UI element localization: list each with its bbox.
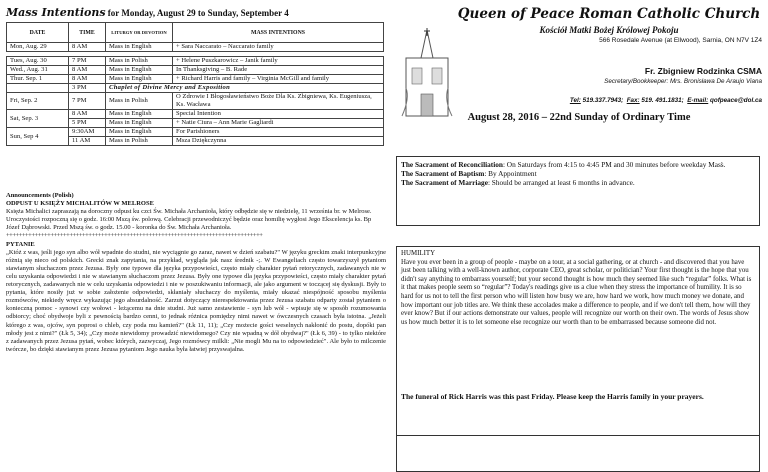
church-logo-icon bbox=[400, 28, 454, 118]
row-intention: Msza Dziękczynna bbox=[173, 137, 384, 146]
table-header-row bbox=[7, 23, 384, 43]
right-column bbox=[396, 6, 762, 401]
row-liturgy: Mass in English bbox=[106, 128, 173, 137]
row-liturgy: Mass in English bbox=[106, 75, 173, 84]
mass-intentions-title: Mass Intentions bbox=[6, 6, 106, 19]
header-intentions: MASS INTENTIONS bbox=[173, 23, 384, 43]
odpust-text: Księża Michalici zapraszają na doroczny odpust ku czci Św. Michała Archanioła, który odbędzie się w niedzielę, 11 września br. w Melrose. Uroczystości rozpoczną się o godz. 16:00 Mszą św. polową. Celebracji przewodniczyć będzie oraz homilię wygłosi Jego Ekscelencja ks. Bp Józef Dąbrowski. Przed Mszą św. o godz. 15.00 - koronka do Św. Michała Archanioła. bbox=[6, 208, 372, 232]
row-intention: For Parishioners bbox=[173, 128, 384, 137]
row-intention: + Natie Ciura – Ann Marie Gagliardi bbox=[173, 119, 384, 128]
row-intention: Chaplet of Divine Mercy and Exposition bbox=[106, 84, 384, 93]
email-address[interactable]: qofpeace@dol.ca bbox=[710, 97, 762, 104]
row-date: Thur. Sep. 1 bbox=[7, 75, 69, 84]
marriage-label: The Sacrament of Marriage bbox=[401, 178, 488, 187]
row-liturgy: Mass in Polish bbox=[106, 137, 173, 146]
row-liturgy: Mass in English bbox=[106, 43, 173, 52]
row-time: 7 PM bbox=[69, 57, 106, 66]
mass-intentions-subtitle: for Monday, August 29 to Sunday, September 4 bbox=[107, 8, 289, 18]
pastor-name: Fr. Zbigniew Rodzinka CSMA bbox=[644, 66, 762, 76]
table-row bbox=[7, 93, 384, 110]
row-date: Mon, Aug. 29 bbox=[7, 43, 69, 52]
church-name: Queen of Peace Roman Catholic Church bbox=[457, 6, 761, 22]
row-time: 9:30AM bbox=[69, 128, 106, 137]
marriage-text: : Should be arranged at least 6 months in advance. bbox=[487, 178, 635, 187]
bulletin-date: August 28, 2016 – 22nd Sunday of Ordinary Time bbox=[467, 112, 691, 123]
row-intention: + Helene Puszkarowicz – Janik family bbox=[173, 57, 384, 66]
mass-intentions-table bbox=[6, 22, 384, 146]
row-time: 11 AM bbox=[69, 137, 106, 146]
odpust-heading: ODPUST U KSIĘŻY MICHALITÓW W MELROSE bbox=[6, 200, 154, 208]
humility-title: HUMILITY bbox=[401, 250, 436, 257]
row-intention: + Sara Naccarato – Naccarato family bbox=[173, 43, 384, 52]
row-intention: In Thanksgiving – B. Rade bbox=[173, 66, 384, 75]
funeral-notice: The funeral of Rick Harris was this past Friday. Please keep the Harris family in your prayers. bbox=[401, 392, 704, 401]
humility-text: Have you ever been in a group of people - maybe on a tour, at a social gathering, or at church - and discovered that you have just been talking with a well-known author, corporate CEO, great scholar, or politician? Your first thought is the hope that you didn't say anything to embarrass yourself; but your second thought is how much they seemed like such “regular” folks. What is it that makes people seem so “regular”? Today's readings give us a clue when they stress the importance of humility. It is so hard for us not to tell the first person who will listen how busy we are, how hard we work, how much money we donate, and how important our job titles are. We think these accolades make a difference to people, and if we don't tell them, how will they ever know? But if our actions demonstrate our values, people will recognize our worth on their own. The words of Jesus show us how much better it is to let someone else recognize our worth than to be embarrassed because someone did not. bbox=[401, 258, 752, 326]
row-time: 3 PM bbox=[69, 84, 106, 93]
table-row bbox=[7, 84, 384, 93]
row-date bbox=[7, 84, 69, 93]
funeral-box bbox=[396, 384, 760, 472]
pytanie-text: „Któż z was, jeśli jego syn albo wół wpadnie do studni, nie wyciągnie go zaraz, nawet w dzień szabatu?" W języku greckim znaki interpunkcyjne różnią się nieco od polskich. Grecki znak zapytania, na przykład, wygląda jak nasz średnik -;. W Ewangeliach często towarzyszył pytaniom stawianym słuchaczom przez Jezusa. Były one typowe dla języka przypowieści, często miały charakter pytań retorycznych, zadawanych nie w celu uzyskania odpowiedzi i nie w stawianym słuchaczom przez Jezusa. Były one typowe dla języka przypowieści, często miały charakter pytań retorycznych, zadawanych nie w celu uzyskania odpowiedzi i nie w poszukiwaniu informacji, ale jako argument w toczącej się dyskusji. Były to pytania, które nosiły już w sobie założenie odpowiedzi, skłaniały słuchaczy do myślenia, miały ukazać niespójność sposobu myślenia rozmówców, niekiedy wręcz wykazując jego absurdalność. Zarzut dotyczący nierespektowania przez Jezusa szabatu odparty został pytaniem o konieczną pomoc - synowi czy wołowi - leżącemu na dnie studni. Już samo zestawienie - syn lub wół - wpisuje się w sposób rozumowania odbiorcy; choć obydwoje byli z pewnością bardzo cenni, to jednak różnica pomiędzy nimi nawet w ówczesnych czasach była istotna. „Jeżeli którego z was, ojców, syn poprosi o chleb, czy poda mu kamień?" (Łk 11, 11); „Czy możecie gości weselnych nakłonić do postu, dopóki pan młody jest z nimi?" (Łk 5, 34); „Czy może niewidomy prowadzić niewidomego? Czy nie wpadną w dół obydwaj?" (Łk 6, 39) - to tylko niektóre z zadawanych przez Jezusa pytań, wobec których, zazwyczaj, Jego rozmówcy milkli: „Nie mogli Mu na to odpowiedzieć". Ale było to milczenie twórcze, bo dzięki stawianym przez Jezusa pytaniom Jego nauka była łatwiej przyswajalna. bbox=[6, 248, 386, 353]
row-liturgy: Mass in English bbox=[106, 119, 173, 128]
reconciliation-text: : On Saturdays from 4:15 to 4:45 PM and 30 minutes before weekday Mass̀. bbox=[502, 160, 726, 169]
fax-number: 519. 491.1831; bbox=[641, 97, 684, 104]
left-column bbox=[6, 6, 388, 353]
row-liturgy: Mass in Polish bbox=[106, 57, 173, 66]
row-time: 8 AM bbox=[69, 43, 106, 52]
table-row bbox=[7, 75, 384, 84]
row-time: 8 AM bbox=[69, 110, 106, 119]
email-label: E-mail: bbox=[687, 97, 709, 104]
table-row bbox=[7, 110, 384, 119]
header-liturgy: LITURGY OR DEVOTION bbox=[106, 23, 173, 43]
fax-label: Fax: bbox=[626, 97, 640, 104]
secretary-line: Secretary/Bookkeeper: Mrs. Bronisława De Araujo Viana bbox=[604, 78, 762, 85]
row-time: 8 AM bbox=[69, 66, 106, 75]
divider-line: +++++++++++++++++++++++++++++++++++++++++++++++++++++++++++++++++++++++++++++++++ bbox=[6, 232, 263, 240]
row-intention: Special Intention bbox=[173, 110, 384, 119]
row-date: Sat, Sep. 3 bbox=[7, 110, 69, 128]
row-date: Wed., Aug. 31 bbox=[7, 66, 69, 75]
church-address: 566 Rosedale Avenue (at Ellwood), Sarnia, ON N7V 1Z4 bbox=[599, 37, 762, 44]
table-row bbox=[7, 66, 384, 75]
table-row bbox=[7, 57, 384, 66]
table-row bbox=[7, 43, 384, 52]
reconciliation-label: The Sacrament of Reconciliation bbox=[401, 160, 503, 169]
baptism-label: The Sacrament of Baptism bbox=[401, 169, 485, 178]
sacrament-reconciliation bbox=[401, 160, 755, 169]
sacrament-baptism bbox=[401, 169, 755, 178]
tel-number: 519.337.7943; bbox=[582, 97, 624, 104]
baptism-text: : By Appointment bbox=[484, 169, 537, 178]
table-row bbox=[7, 128, 384, 137]
row-intention: + Richard Harris and family – Virginia McGill and family bbox=[173, 75, 384, 84]
pytanie-heading: PYTANIE bbox=[6, 240, 35, 248]
header-date: DATE bbox=[7, 23, 69, 43]
church-polish-name: Kościół Matki Bożej Królowej Pokoju bbox=[539, 25, 679, 35]
mass-intentions-heading bbox=[6, 6, 388, 19]
row-date: Tues, Aug. 30 bbox=[7, 57, 69, 66]
row-time: 5 PM bbox=[69, 119, 106, 128]
row-intention: O Zdrowie I Błogosławieństwo Boże Dla Ks. Zbigniewa, Ks. Eugeniusza, Ks. Wacława bbox=[173, 93, 384, 110]
sacrament-marriage bbox=[401, 178, 755, 187]
row-date: Fri, Sep. 2 bbox=[7, 93, 69, 110]
header-time: TIME bbox=[69, 23, 106, 43]
announcements-title: Announcements (Polish) bbox=[6, 192, 74, 199]
row-time: 8 AM bbox=[69, 75, 106, 84]
row-time: 7 PM bbox=[69, 93, 106, 110]
row-date: Sun, Sep 4 bbox=[7, 128, 69, 146]
tel-label: Tel: bbox=[569, 97, 581, 104]
row-liturgy: Mass in English bbox=[106, 110, 173, 119]
row-liturgy: Mass in Polish bbox=[106, 93, 173, 110]
sacraments-box bbox=[396, 156, 760, 226]
announcements-section bbox=[6, 192, 386, 354]
row-liturgy: Mass in English bbox=[106, 66, 173, 75]
